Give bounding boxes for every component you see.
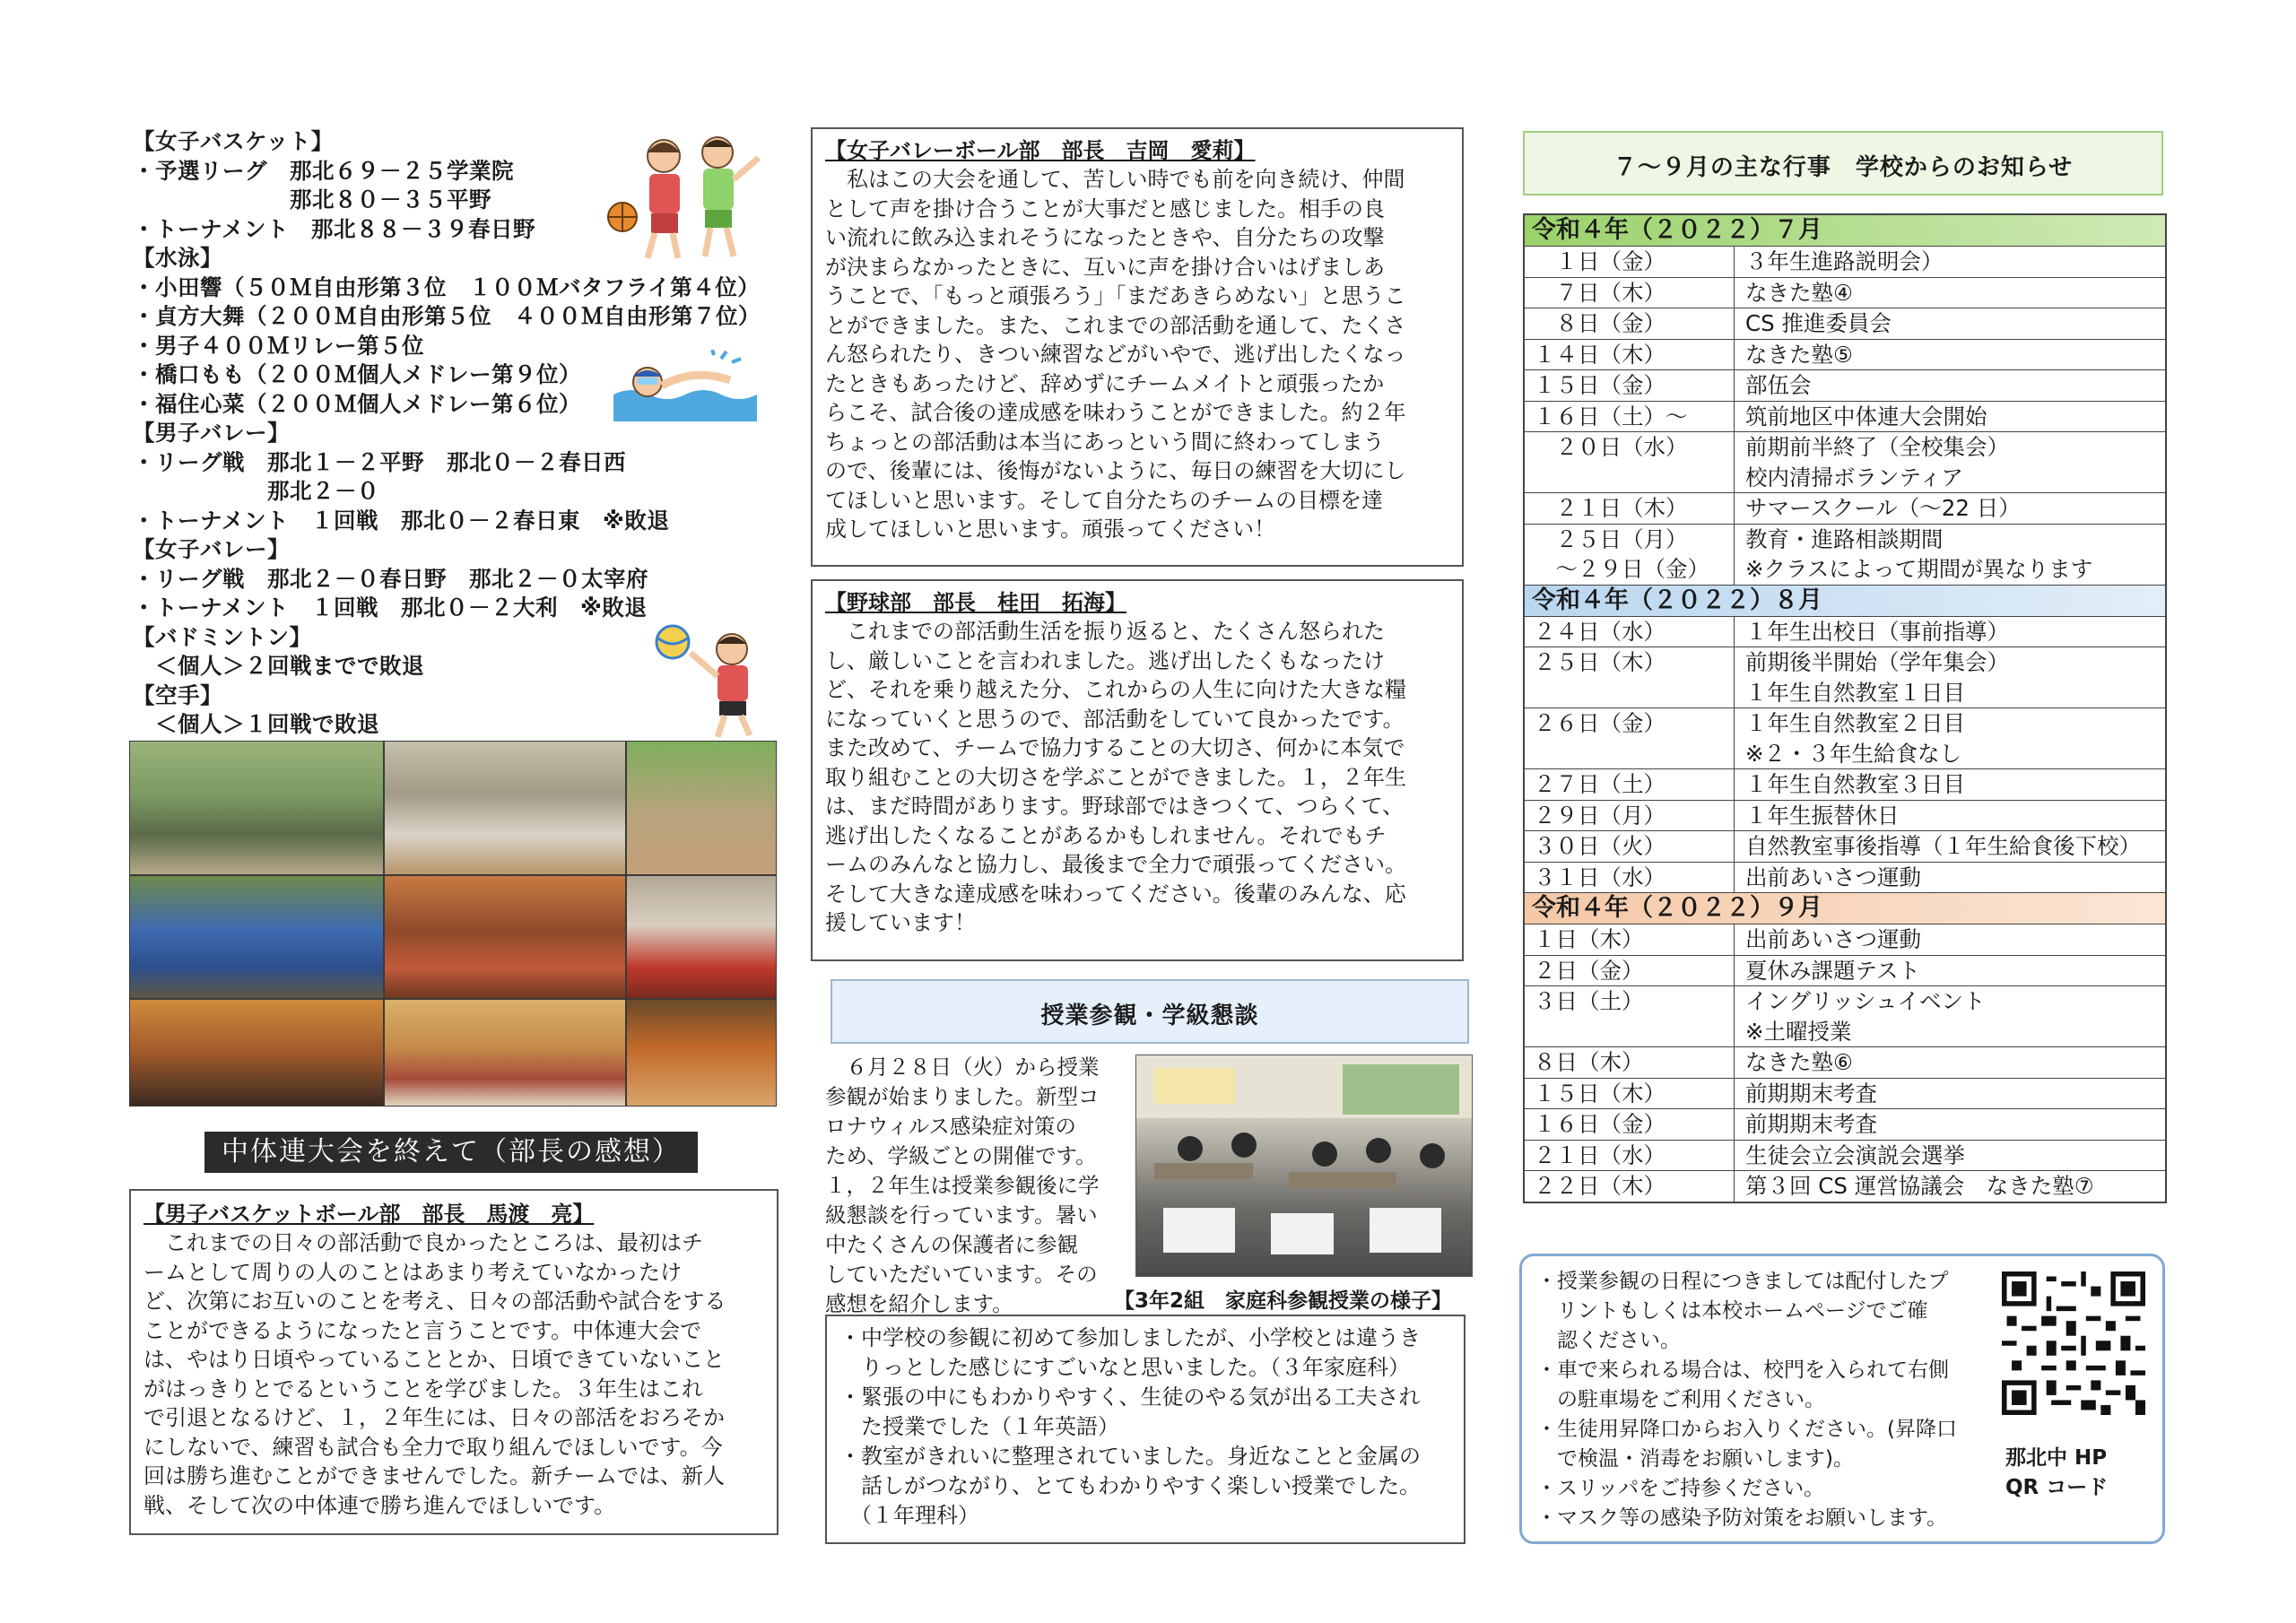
comment-line: てほしいと思います。そして自分たちのチームの目標を達 bbox=[825, 487, 1384, 513]
photo-boys-basketball bbox=[129, 875, 384, 999]
calendar-event: イングリッシュイベント ※土曜授業 bbox=[1745, 988, 1986, 1045]
class-visit-line: １，２年生は授業参観後に学 bbox=[825, 1173, 1100, 1198]
calendar-date: ２４日（水） bbox=[1525, 617, 1735, 647]
calendar-date: ７日（木） bbox=[1525, 278, 1735, 308]
calendar-event: なきた塾④ bbox=[1745, 279, 1853, 306]
comment-line: ので、後輩には、後悔がないように、毎日の練習を大切にし bbox=[825, 458, 1406, 483]
comment-line: として声を掛け合うことが大事だと感じました。相手の良 bbox=[825, 195, 1385, 221]
calendar-event: 出前あいさつ運動 bbox=[1745, 864, 1921, 890]
calendar-event: 出前あいさつ運動 bbox=[1745, 926, 1921, 952]
qr-label-line-1: 那北中 HP bbox=[2005, 1446, 2108, 1470]
comment-line: らこそ、試合後の達成感を味わうことができました。約２年 bbox=[825, 400, 1406, 425]
comment-line: ことができるようになったと言うことです。中体連大会で bbox=[144, 1317, 702, 1343]
class-visit-line: 級懇談を行っています。暑い bbox=[825, 1202, 1098, 1228]
comment-line: 私はこの大会を通して、苦しい時でも前を向き続け、仲間 bbox=[825, 167, 1405, 192]
month-header: 令和４年（２０２２）７月 bbox=[1525, 215, 2165, 247]
comment-line: にしないで、練習も試合も全力で取り組んでほしいです。今 bbox=[144, 1434, 723, 1460]
qr-label bbox=[2005, 1444, 2108, 1503]
parent-comment-line: ・緊張の中にもわかりやすく、生徒のやる気が出る工夫され bbox=[839, 1384, 1421, 1410]
schedule-banner-label: ７～９月の主な行事 学校からのお知らせ bbox=[1613, 154, 2074, 181]
photo-swimming bbox=[384, 999, 626, 1107]
comment-line: 回は勝ち進むことができませんでした。新チームでは、新人 bbox=[144, 1463, 725, 1488]
result-line: ・福住心菜（２００Ｍ個人メドレー第６位） bbox=[133, 390, 581, 417]
calendar-row bbox=[1525, 986, 2165, 1047]
calendar-date: ２９日（月） bbox=[1525, 801, 1735, 831]
calendar-row bbox=[1525, 1109, 2165, 1141]
calendar-event: １年生出校日（事前指導） bbox=[1745, 618, 2009, 645]
notice-line: ・授業参観の日程につきましては配付したプ bbox=[1536, 1270, 1949, 1293]
class-visit-line: 中たくさんの保護者に参観 bbox=[825, 1232, 1078, 1257]
photo-basketball-team bbox=[129, 741, 384, 875]
comment-line: これまでの日々の部活動で良かったところは、最初はチ bbox=[144, 1230, 703, 1255]
class-visit-banner bbox=[831, 979, 1469, 1044]
comment-line: とができました。また、これまでの部活動を通して、たくさ bbox=[825, 312, 1406, 338]
calendar-date: ３０日（火） bbox=[1525, 831, 1735, 862]
result-line: ・トーナメント １回戦 那北０－２大利 ※敗退 bbox=[133, 595, 648, 621]
comment-line: が決まらなかったときに、互いに声を掛け合いはげましあ bbox=[825, 254, 1385, 280]
notice-line: ・生徒用昇降口からお入りください。(昇降口 bbox=[1536, 1418, 1957, 1441]
calendar-date: ２０日（水） bbox=[1525, 432, 1735, 492]
calendar-date: １日（木） bbox=[1525, 924, 1735, 955]
calendar-event: CS 推進委員会 bbox=[1745, 310, 1892, 336]
comment-line: うことで、「もっと頑張ろう」「まだあきらめない」と思うこ bbox=[825, 283, 1406, 308]
parent-comment-line: りっとした感じにすごいなと思いました。（３年家庭科） bbox=[839, 1355, 1410, 1380]
comment-line: ど、それを乗り越えた分、これからの人生に向けた大きな糧 bbox=[825, 677, 1406, 702]
section-title: 中体連大会を終えて（部長の感想） bbox=[204, 1132, 698, 1173]
schedule-banner bbox=[1523, 131, 2163, 195]
photo-baseball-team bbox=[384, 741, 626, 875]
boys-basketball-head: 【男子バスケットボール部 部長 馬渡 亮】 bbox=[144, 1202, 595, 1227]
calendar-row bbox=[1525, 1141, 2165, 1172]
calendar-row bbox=[1525, 801, 2165, 832]
comment-line: は、やはり日頃やっていることとか、日頃できていないこと bbox=[144, 1347, 725, 1372]
notice-line: ・スリッパをご持参ください。 bbox=[1536, 1477, 1825, 1500]
notice-line: の駐車場をご利用ください。 bbox=[1536, 1388, 1825, 1411]
notice-line: で検温・消毒をお願いします)。 bbox=[1536, 1447, 1854, 1471]
result-line: ・リーグ戦 那北２－０春日野 那北２－０太宰府 bbox=[133, 565, 648, 592]
calendar-date: ８日（金） bbox=[1525, 308, 1735, 339]
calendar-date: １６日（土）～ bbox=[1525, 402, 1735, 432]
calendar-date: １５日（木） bbox=[1525, 1079, 1735, 1109]
result-line: ・トーナメント 那北８８－３９春日野 bbox=[133, 215, 536, 242]
qr-code bbox=[2002, 1271, 2145, 1415]
calendar-event: 自然教室事後指導（１年生給食後下校） bbox=[1745, 833, 2141, 859]
result-line: ＜個人＞１回戦で敗退 bbox=[133, 711, 379, 737]
comment-line: ん怒られたり、きつい練習などがいやで、逃げ出したくなっ bbox=[825, 342, 1406, 367]
result-line: 那北２－０ bbox=[133, 478, 379, 504]
calendar-event: 前期後半開始（学年集会） １年生自然教室１日目 bbox=[1745, 649, 2009, 706]
comment-line: で引退となるけど、１，２年生には、日々の部活をおろそか bbox=[144, 1405, 725, 1430]
calendar-event: なきた塾⑥ bbox=[1745, 1049, 1853, 1075]
calendar-event: 前期前半終了（全校集会） 校内清掃ボランティア bbox=[1745, 434, 2009, 490]
calendar-date: １６日（金） bbox=[1525, 1109, 1735, 1140]
class-visit-line: ６月２８日（火）から授業 bbox=[825, 1055, 1100, 1080]
month-header: 令和４年（２０２２）９月 bbox=[1525, 893, 2165, 924]
calendar-event: １年生自然教室２日目 ※２・３年生給食なし bbox=[1745, 710, 1965, 767]
girls-volleyball-body bbox=[825, 165, 1449, 544]
result-line: ・予選リーグ 那北６９－２５学業院 bbox=[133, 157, 514, 184]
calendar-date: ３日（土） bbox=[1525, 986, 1735, 1046]
comment-line: ちょっとの部活動は本当にあっという間に終わってしまう bbox=[825, 429, 1385, 455]
comment-line: ームのみんなと協力し、最後まで全力で頑張ってください。 bbox=[825, 852, 1406, 877]
result-line: ・リーグ戦 那北１－２平野 那北０－２春日西 bbox=[133, 448, 626, 475]
calendar-event: サマースクール（～22 日） bbox=[1745, 495, 2021, 521]
calendar-event: 教育・進路相談期間 ※クラスによって期間が異なります bbox=[1745, 525, 2093, 582]
comment-line: 取り組むことの大切さを学ぶことができました。１，２年生 bbox=[825, 764, 1406, 790]
result-line: ＜個人＞２回戦までで敗退 bbox=[133, 653, 424, 679]
calendar-date: １日（金） bbox=[1525, 247, 1735, 277]
calendar-date: ２５日（木） bbox=[1525, 647, 1735, 707]
result-line: ・男子４００Ｍリレー第５位 bbox=[133, 332, 424, 359]
calendar-row bbox=[1525, 278, 2165, 309]
club-photo-collage bbox=[129, 741, 777, 1107]
calendar-event: なきた塾⑤ bbox=[1745, 341, 1853, 368]
result-heading: 【女子バスケット】 bbox=[133, 128, 334, 154]
swimmer-illustration bbox=[613, 350, 757, 421]
calendar-event: 部伍会 bbox=[1745, 372, 1812, 398]
result-line: ・トーナメント １回戦 那北０－２春日東 ※敗退 bbox=[133, 507, 670, 534]
calendar-row bbox=[1525, 1047, 2165, 1079]
calendar-row bbox=[1525, 247, 2165, 278]
qr-label-line-2: QR コード bbox=[2005, 1476, 2109, 1499]
calendar-row bbox=[1525, 308, 2165, 340]
calendar-event: 前期期末考査 bbox=[1745, 1080, 1877, 1107]
calendar-row bbox=[1525, 647, 2165, 708]
class-visit-line: 参観が始まりました。新型コ bbox=[825, 1084, 1100, 1109]
result-heading: 【空手】 bbox=[133, 681, 222, 708]
calendar-date: ２日（金） bbox=[1525, 956, 1735, 986]
notice-line: ・車で来られる場合は、校門を入られて右側 bbox=[1536, 1358, 1949, 1382]
calendar-date: ２１日（木） bbox=[1525, 493, 1735, 524]
baseball-comment bbox=[811, 579, 1464, 961]
calendar-date: ２５日（月） ～２９日（金） bbox=[1525, 525, 1735, 585]
calendar-date: １５日（金） bbox=[1525, 370, 1735, 401]
basketball-players-illustration bbox=[592, 131, 771, 265]
event-calendar bbox=[1523, 213, 2167, 1203]
parent-comment-line: （１年理科） bbox=[839, 1503, 979, 1528]
result-heading: 【水泳】 bbox=[133, 245, 222, 271]
parent-comment-line: ・中学校の参観に初めて参加しましたが、小学校とは違うき bbox=[839, 1325, 1421, 1350]
calendar-row bbox=[1525, 340, 2165, 371]
girls-volleyball-head: 【女子バレーボール部 部長 吉岡 愛莉】 bbox=[825, 138, 1256, 163]
baseball-body bbox=[825, 617, 1449, 938]
calendar-row bbox=[1525, 708, 2165, 769]
calendar-row bbox=[1525, 432, 2165, 493]
comment-line: そして大きな達成感を味わってください。後輩のみんな、応 bbox=[825, 881, 1406, 907]
calendar-row bbox=[1525, 493, 2165, 525]
notice-line: リントもしくは本校ホームページでご確 bbox=[1536, 1299, 1928, 1323]
calendar-date: １４日（木） bbox=[1525, 340, 1735, 370]
calendar-row bbox=[1525, 1079, 2165, 1110]
comment-line: になっていくと思うので、部活動をしていて良かったです。 bbox=[825, 706, 1405, 732]
class-visit-line: ロナウィルス感染症対策の bbox=[825, 1114, 1076, 1139]
comment-line: 逃げ出したくなることがあるかもしれません。それでもチ bbox=[825, 822, 1387, 848]
parent-comment-line: 話しがつながり、とてもわかりやすく楽しい授業でした。 bbox=[839, 1473, 1421, 1498]
photo-volleyball-team bbox=[626, 875, 777, 999]
calendar-event: 筑前地区中体連大会開始 bbox=[1745, 403, 1987, 430]
result-line: ・橋口もも（２００Ｍ個人メドレー第９位） bbox=[133, 361, 581, 387]
comment-line: し、厳しいことを言われました。逃げ出したくもなったけ bbox=[825, 647, 1385, 673]
class-visit-banner-label: 授業参観・学級懇談 bbox=[1040, 1002, 1259, 1029]
calendar-row bbox=[1525, 956, 2165, 987]
calendar-date: ２１日（水） bbox=[1525, 1141, 1735, 1171]
calendar-row bbox=[1525, 769, 2165, 801]
parent-comments bbox=[825, 1315, 1465, 1544]
calendar-date: ２２日（木） bbox=[1525, 1171, 1735, 1202]
calendar-row bbox=[1525, 863, 2165, 894]
result-heading: 【女子バレー】 bbox=[133, 536, 290, 562]
photo-girls-basketball bbox=[384, 875, 626, 999]
month-header: 令和４年（２０２２）８月 bbox=[1525, 586, 2165, 617]
baseball-head: 【野球部 部長 桂田 拓海】 bbox=[825, 590, 1126, 615]
comment-line: 援しています！ bbox=[825, 910, 976, 935]
calendar-row bbox=[1525, 370, 2165, 402]
calendar-row bbox=[1525, 617, 2165, 648]
calendar-row bbox=[1525, 402, 2165, 433]
girls-volleyball-comment bbox=[811, 127, 1464, 567]
parent-comment-line: た授業でした（１年英語） bbox=[839, 1414, 1119, 1439]
comment-line: 戦、そして次の中体連で勝ち進んでほしいです。 bbox=[144, 1492, 616, 1518]
notice-line: ・マスク等の感染予防対策をお願いします。 bbox=[1536, 1506, 1948, 1530]
result-line: 那北８０－３５平野 bbox=[133, 187, 491, 213]
comment-line: ームとして周りの人のことはあまり考えていなかったけ bbox=[144, 1259, 682, 1285]
comment-line: がはっきりとでるということを学びました。３年生はこれ bbox=[144, 1376, 703, 1402]
comment-line: また改めて、チームで協力することの大切さ、何かに本気で bbox=[825, 735, 1405, 760]
class-visit-line: 感想を紹介します。 bbox=[825, 1291, 1013, 1316]
calendar-row bbox=[1525, 924, 2165, 956]
classroom-photo-caption: 【3年2組 家庭科参観授業の様子】 bbox=[1114, 1289, 1453, 1313]
comment-line: ど、次第にお互いのことを考え、日々の部活動や試合をする bbox=[144, 1289, 726, 1314]
calendar-event: 生徒会立会演説会選挙 bbox=[1745, 1141, 1965, 1168]
calendar-event: １年生自然教室３日目 bbox=[1745, 771, 1965, 797]
result-heading: 【バドミントン】 bbox=[133, 623, 312, 650]
calendar-row bbox=[1525, 525, 2165, 586]
comment-line: は、まだ時間があります。野球部ではきつくて、つらくて、 bbox=[825, 794, 1405, 819]
photo-badminton bbox=[129, 999, 384, 1107]
calendar-date: ３１日（水） bbox=[1525, 863, 1735, 893]
calendar-event: 第３回 CS 運営協議会 なきた塾⑦ bbox=[1745, 1173, 2094, 1199]
notice-line: 認ください。 bbox=[1536, 1329, 1681, 1352]
calendar-date: ２６日（金） bbox=[1525, 708, 1735, 768]
result-line: ・貞方大舞（２００Ｍ自由形第５位 ４００Ｍ自由形第７位） bbox=[133, 303, 761, 329]
comment-line: たときもあったけど、辞めずにチームメイトと頑張ったか bbox=[825, 370, 1385, 396]
volleyball-player-illustration bbox=[651, 622, 777, 739]
class-visit-line: していただいています。その bbox=[825, 1262, 1098, 1287]
calendar-event: 前期期末考査 bbox=[1745, 1111, 1877, 1137]
result-heading: 【男子バレー】 bbox=[133, 420, 290, 446]
boys-basketball-comment bbox=[129, 1189, 778, 1535]
comment-line: 成してほしいと思います。頑張ってください！ bbox=[825, 516, 1276, 542]
classroom-photo bbox=[1135, 1055, 1473, 1277]
photo-track-field bbox=[626, 741, 777, 875]
comment-line: い流れに飲み込まれそうになったときや、自分たちの攻撃 bbox=[825, 225, 1385, 250]
calendar-row bbox=[1525, 1171, 2165, 1202]
calendar-event: ３年生進路説明会） bbox=[1745, 248, 1944, 274]
class-visit-text bbox=[825, 1053, 1121, 1319]
classroom-photo-drawing bbox=[1136, 1055, 1472, 1276]
photo-gym bbox=[626, 999, 777, 1107]
calendar-event: １年生振替休日 bbox=[1745, 802, 1900, 829]
calendar-date: ２７日（土） bbox=[1525, 769, 1735, 800]
calendar-row bbox=[1525, 831, 2165, 863]
class-visit-line: ため、学級ごとの開催です。 bbox=[825, 1143, 1097, 1168]
result-line: ・小田響（５０Ｍ自由形第３位 １００Ｍバタフライ第４位） bbox=[133, 273, 761, 300]
calendar-event: 夏休み課題テスト bbox=[1745, 957, 1921, 984]
boys-basketball-body bbox=[144, 1228, 764, 1520]
calendar-date: ８日（木） bbox=[1525, 1047, 1735, 1078]
comment-line: これまでの部活動生活を振り返ると、たくさん怒られた bbox=[825, 619, 1385, 644]
parent-comment-line: ・教室がきれいに整理されていました。身近なことと金属の bbox=[839, 1444, 1421, 1469]
